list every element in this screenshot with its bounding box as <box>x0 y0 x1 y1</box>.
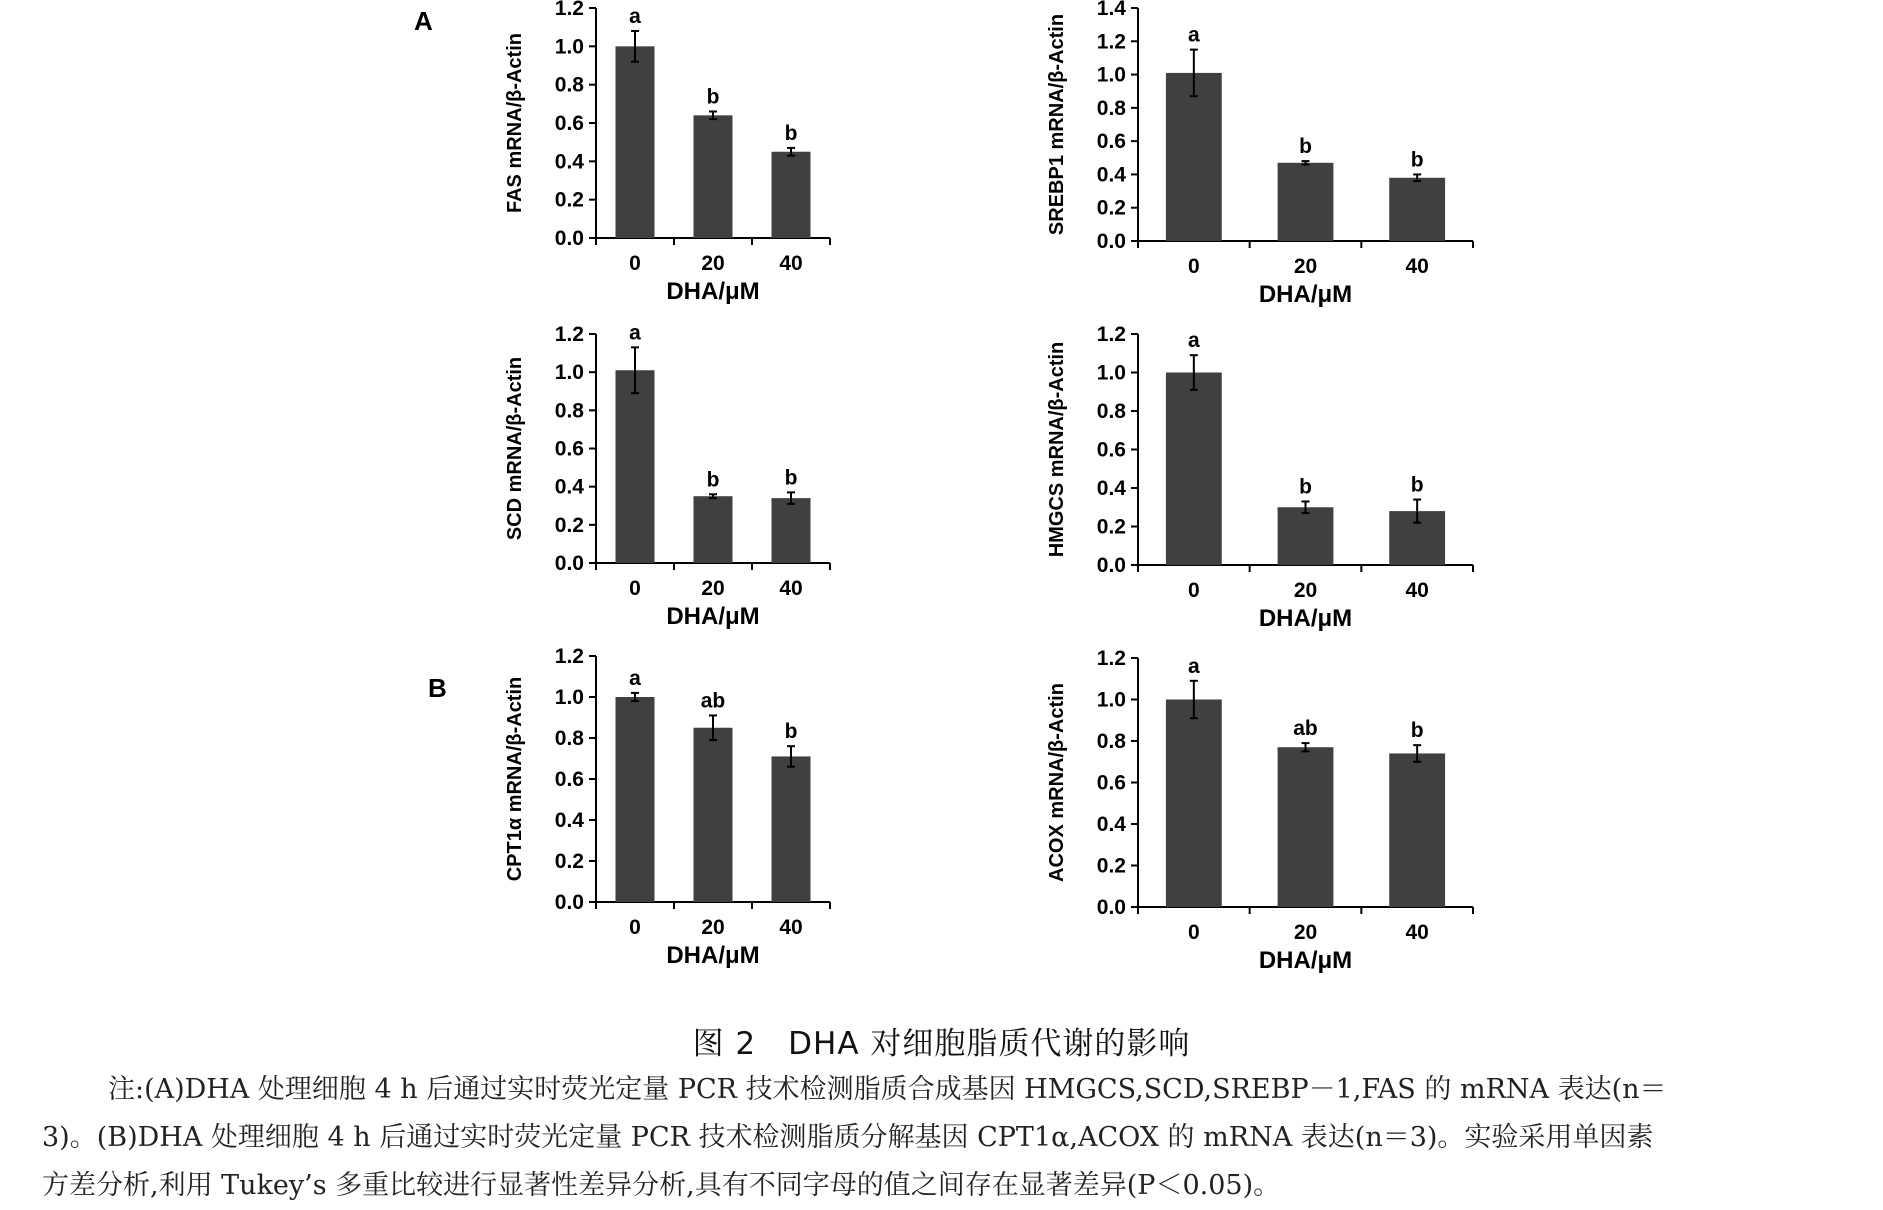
y-tick-label: 0.8 <box>554 399 584 423</box>
y-tick-label: 1.0 <box>1096 688 1126 712</box>
y-tick-label: 0.0 <box>1096 230 1126 253</box>
y-tick-label: 1.2 <box>1096 323 1126 346</box>
y-tick-label: 0.4 <box>1096 163 1126 187</box>
x-tick-label: 40 <box>1405 579 1429 602</box>
chart-acox <box>1046 647 1473 974</box>
bar-40 <box>772 756 811 902</box>
bar-40 <box>772 152 811 238</box>
x-tick-label: 20 <box>701 252 725 275</box>
figure-caption-title: 图 2 DHA 对细胞脂质代谢的影响 <box>692 1026 1191 1062</box>
y-tick-label: 0.2 <box>1096 515 1126 539</box>
x-axis-label: DHA/μM <box>1258 947 1353 974</box>
y-tick-label: 1.2 <box>1096 647 1126 670</box>
significance-letter: b <box>706 468 720 492</box>
chart-fas <box>504 0 830 305</box>
y-tick-label: 1.0 <box>554 35 584 59</box>
x-axis-label: DHA/μM <box>666 278 760 305</box>
bar-20 <box>1278 507 1334 565</box>
significance-letter: a <box>629 5 641 28</box>
x-tick-label: 40 <box>1405 921 1429 944</box>
figure-note-line-1: 注:(A)DHA 处理细胞 4 h 后通过实时荧光定量 PCR 技术检测脂质合成基因 HMGCS,SCD,SREBP－1,FAS 的 mRNA 表达(n＝ <box>108 1074 1667 1105</box>
x-tick-label: 0 <box>629 252 641 275</box>
bar-20 <box>1278 747 1334 907</box>
figure-note-line-2: 3)。(B)DHA 处理细胞 4 h 后通过实时荧光定量 PCR 技术检测脂质分解基因 CPT1α,ACOX 的 mRNA 表达(n＝3)。实验采用单因素 <box>42 1122 1654 1153</box>
y-tick-label: 1.0 <box>554 686 584 709</box>
significance-letter: b <box>784 466 798 490</box>
y-axis-label: HMGCS mRNA/β-Actin <box>1046 341 1068 558</box>
x-tick-label: 0 <box>1187 579 1200 602</box>
significance-letter: b <box>1410 473 1424 497</box>
y-tick-label: 0.8 <box>1096 730 1126 753</box>
y-tick-label: 0.8 <box>1096 96 1126 120</box>
y-tick-label: 0.6 <box>1096 438 1126 462</box>
x-axis-label: DHA/μM <box>1258 605 1353 632</box>
y-tick-label: 0.4 <box>554 475 584 499</box>
y-tick-label: 0.4 <box>554 809 584 832</box>
significance-letter: a <box>629 666 641 690</box>
panel-label-a: A <box>414 6 433 36</box>
y-axis-label: FAS mRNA/β-Actin <box>504 33 526 213</box>
significance-letter: a <box>1187 654 1200 678</box>
y-tick-label: 0.0 <box>554 891 584 914</box>
significance-letter: b <box>706 85 720 109</box>
x-tick-label: 20 <box>1293 579 1318 602</box>
significance-letter: a <box>1187 329 1200 353</box>
y-axis-label: ACOX mRNA/β-Actin <box>1046 683 1068 882</box>
x-tick-label: 20 <box>701 916 725 939</box>
figure-note-line-3: 方差分析,利用 Tukey’s 多重比较进行显著性差异分析,具有不同字母的值之间存在显著差异(P＜0.05)。 <box>42 1170 1281 1201</box>
y-tick-label: 0.4 <box>554 150 584 174</box>
chart-cpt1a <box>504 645 830 969</box>
y-tick-label: 0.0 <box>554 227 584 250</box>
bar-0 <box>616 46 655 238</box>
bar-0 <box>616 370 655 563</box>
chart-hmgcs <box>1046 323 1473 632</box>
y-tick-label: 0.8 <box>1096 400 1126 423</box>
significance-letter: a <box>1187 23 1200 47</box>
y-tick-label: 0.2 <box>554 850 584 873</box>
y-axis-label: CPT1α mRNA/β-Actin <box>504 676 526 882</box>
y-tick-label: 0.6 <box>1096 771 1126 795</box>
x-axis-label: DHA/μM <box>1258 281 1353 308</box>
bar-0 <box>616 697 655 902</box>
x-tick-label: 0 <box>629 916 641 939</box>
bar-40 <box>772 498 811 563</box>
y-tick-label: 0.4 <box>1096 477 1126 500</box>
y-tick-label: 0.2 <box>1096 196 1126 220</box>
x-tick-label: 40 <box>779 577 803 600</box>
significance-letter: b <box>1410 148 1424 172</box>
significance-letter: a <box>629 321 641 345</box>
y-tick-label: 1.2 <box>1096 30 1126 54</box>
y-tick-label: 0.8 <box>554 73 584 97</box>
y-tick-label: 0.4 <box>1096 813 1126 836</box>
x-tick-label: 20 <box>1293 255 1318 278</box>
y-tick-label: 0.2 <box>554 513 584 537</box>
significance-letter: b <box>1410 719 1424 743</box>
y-tick-label: 1.0 <box>1096 63 1126 87</box>
bar-0 <box>1166 73 1222 241</box>
x-tick-label: 0 <box>1187 255 1200 278</box>
bar-20 <box>694 496 733 563</box>
x-tick-label: 40 <box>779 916 803 939</box>
x-tick-label: 0 <box>1187 921 1200 944</box>
x-tick-label: 20 <box>1293 921 1318 944</box>
bar-40 <box>1389 753 1445 907</box>
significance-letter: b <box>784 121 798 145</box>
y-tick-label: 1.2 <box>554 323 584 346</box>
y-tick-label: 1.2 <box>554 645 584 668</box>
y-tick-label: 0.6 <box>1096 130 1126 154</box>
x-tick-label: 40 <box>1405 255 1429 278</box>
charts-group <box>504 0 1473 974</box>
bar-40 <box>1389 178 1445 241</box>
x-tick-label: 0 <box>629 577 641 600</box>
bar-0 <box>1166 700 1222 908</box>
chart-srebp1 <box>1046 0 1473 308</box>
y-axis-label: SREBP1 mRNA/β-Actin <box>1046 13 1068 236</box>
significance-letter: b <box>1299 135 1312 159</box>
panel-label-b: B <box>428 673 447 703</box>
x-axis-label: DHA/μM <box>666 942 760 969</box>
significance-letter: b <box>784 720 798 744</box>
x-axis-label: DHA/μM <box>666 603 760 630</box>
y-tick-label: 0.6 <box>554 112 584 135</box>
bar-20 <box>694 115 733 238</box>
y-tick-label: 0.6 <box>554 768 584 791</box>
significance-letter: b <box>1299 475 1312 499</box>
significance-letter: ab <box>700 689 726 713</box>
y-tick-label: 0.0 <box>1096 896 1126 919</box>
y-tick-label: 1.2 <box>554 0 584 20</box>
y-tick-label: 1.0 <box>1096 361 1126 385</box>
x-tick-label: 20 <box>701 577 725 600</box>
y-tick-label: 0.2 <box>554 188 584 212</box>
y-tick-label: 0.0 <box>554 552 584 575</box>
bar-0 <box>1166 373 1222 566</box>
x-tick-label: 40 <box>779 252 803 275</box>
y-tick-label: 0.6 <box>554 437 584 461</box>
y-tick-label: 0.0 <box>1096 554 1126 577</box>
bar-20 <box>1278 163 1334 241</box>
y-axis-label: SCD mRNA/β-Actin <box>504 356 526 541</box>
y-tick-label: 1.0 <box>554 361 584 385</box>
y-tick-label: 0.2 <box>1096 854 1126 878</box>
significance-letter: ab <box>1293 717 1318 741</box>
y-tick-label: 1.4 <box>1096 0 1126 20</box>
y-tick-label: 0.8 <box>554 727 584 750</box>
chart-scd <box>504 321 830 630</box>
bar-20 <box>694 728 733 902</box>
